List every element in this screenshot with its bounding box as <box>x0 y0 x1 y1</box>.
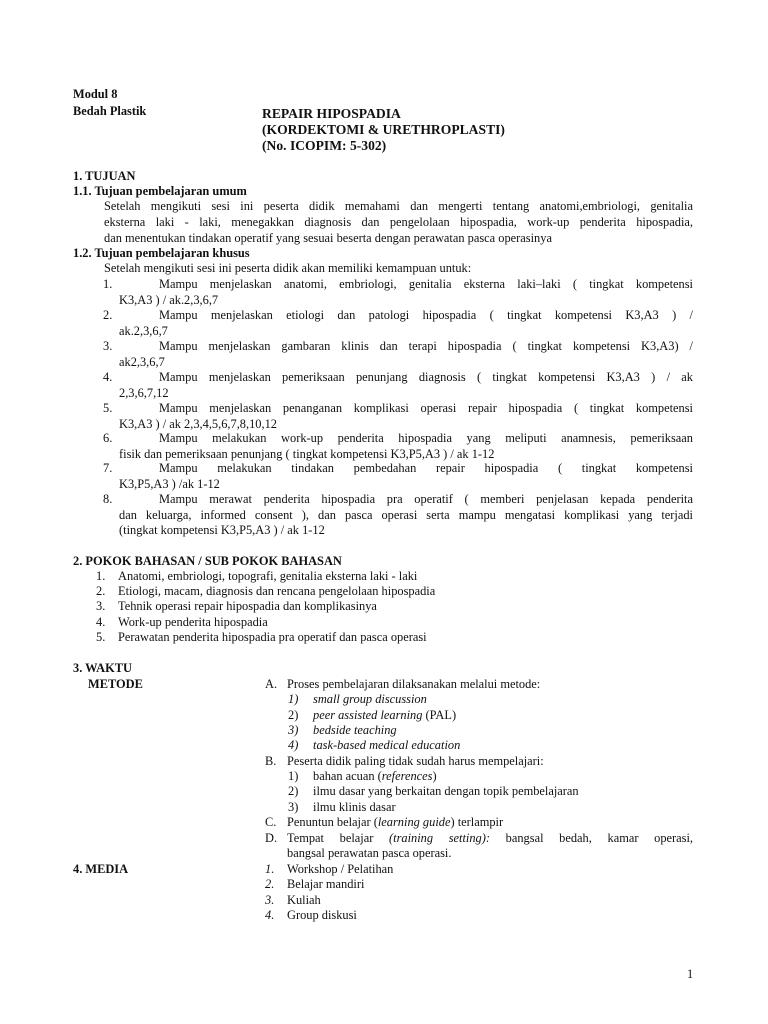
objective-number: 3. <box>103 339 113 353</box>
method-sub-item <box>288 723 397 739</box>
document-subtitle: (KORDEKTOMI & URETHROPLASTI) <box>262 122 505 137</box>
objective-text-cont: K3,A3 ) / ak 2,3,4,5,6,7,8,10,12 <box>119 416 277 431</box>
method-a <box>265 677 540 693</box>
topic-item <box>96 584 435 600</box>
media-item <box>265 893 321 909</box>
objective-item <box>73 461 693 492</box>
method-c <box>265 815 503 831</box>
method-sub-item <box>288 769 437 785</box>
media-item <box>265 877 364 893</box>
media-number: 4. <box>265 908 275 922</box>
method-d <box>265 831 693 846</box>
tujuan-umum-line: Setelah mengikuti sesi ini peserta didik memahami dan mengerti tentang anatomi,embriologi, genitalia <box>104 199 693 213</box>
sub-text: small group discussion <box>313 692 427 706</box>
method-text: Penuntun belajar ( <box>287 815 378 829</box>
topic-number: 3. <box>96 599 106 613</box>
objective-item <box>73 339 693 370</box>
method-text-end: ) terlampir <box>450 815 504 829</box>
sub-text: ilmu dasar yang berkaitan dengan topik pembelajaran <box>313 784 579 798</box>
sub-text-italic: references <box>381 769 433 783</box>
section-pokok-heading: 2. POKOK BAHASAN / SUB POKOK BAHASAN <box>73 554 342 568</box>
objective-item <box>73 431 693 462</box>
media-text: Workshop / Pelatihan <box>287 862 394 876</box>
method-letter: D. <box>265 831 278 845</box>
topic-item <box>96 599 377 615</box>
sub-number: 2) <box>288 708 299 722</box>
objective-text-cont: ak2,3,6,7 <box>119 354 165 369</box>
objective-number: 4. <box>103 370 113 384</box>
metode-label: METODE <box>88 677 143 691</box>
objective-text: Mampu merawat penderita hipospadia pra operatif ( memberi penjelasan kepada penderita <box>159 492 693 506</box>
section-waktu-heading: 3. WAKTU <box>73 661 132 675</box>
document-title: REPAIR HIPOSPADIA <box>262 106 401 121</box>
method-b <box>265 754 544 770</box>
method-sub-item <box>288 738 460 754</box>
method-sub-item <box>288 784 579 800</box>
method-letter: A. <box>265 677 278 691</box>
objective-number: 5. <box>103 401 113 415</box>
objective-item <box>73 401 693 432</box>
media-text: Belajar mandiri <box>287 877 365 891</box>
objective-text-cont: K3,A3 ) / ak.2,3,6,7 <box>119 292 219 307</box>
media-number: 2. <box>265 877 275 891</box>
tujuan-khusus-heading: 1.2. Tujuan pembelajaran khusus <box>73 246 250 260</box>
tujuan-umum-line: dan menentukan tindakan operatif yang sesuai beserta dengan perawatan pasca operasinya <box>104 231 552 245</box>
objective-item <box>73 308 693 339</box>
topic-number: 1. <box>96 569 106 583</box>
objective-text-cont: (tingkat kompetensi K3,P5,A3 ) / ak 1-12 <box>119 523 325 537</box>
objective-text: Mampu melakukan tindakan pembedahan repair hipospadia ( tingkat kompetensi <box>159 461 693 475</box>
icopim-code: (No. ICOPIM: 5-302) <box>262 138 387 153</box>
department: Bedah Plastik <box>73 104 147 118</box>
method-letter: B. <box>265 754 277 768</box>
section-media-heading: 4. MEDIA <box>73 862 129 876</box>
topic-text: Work-up penderita hipospadia <box>118 615 268 629</box>
media-text: Kuliah <box>287 893 321 907</box>
objective-text: Mampu menjelaskan gambaran klinis dan terapi hipospadia ( tingkat kompetensi K3,A3) / <box>159 339 693 353</box>
objective-text: Mampu menjelaskan penanganan komplikasi operasi repair hipospadia ( tingkat kompetensi <box>159 401 693 415</box>
sub-text: task-based medical education <box>313 738 461 752</box>
objective-number: 1. <box>103 277 113 291</box>
topic-item <box>96 630 427 646</box>
method-text-line <box>287 831 693 846</box>
media-item <box>265 862 393 878</box>
tujuan-umum-line: eksterna laki - laki, menegakkan diagnosis dan pengelolaan hipospadia, work-up penderita hipospadia, <box>104 215 693 229</box>
sub-number: 4) <box>288 738 299 752</box>
method-sub-item <box>288 692 427 708</box>
objective-text-cont: ak.2,3,6,7 <box>119 323 168 338</box>
objective-text: Mampu menjelaskan etiologi dan patologi hipospadia ( tingkat kompetensi K3,A3 ) / <box>159 308 693 322</box>
objective-item <box>73 370 693 401</box>
sub-number: 1) <box>288 692 299 706</box>
method-text-italic: (training setting): <box>389 831 491 845</box>
sub-text-end: ) <box>432 769 437 783</box>
tujuan-khusus-intro: Setelah mengikuti sesi ini peserta didik akan memiliki kemampuan untuk: <box>104 261 472 275</box>
objective-text: Mampu menjelaskan pemeriksaan penunjang diagnosis ( tingkat kompetensi K3,A3 ) / ak <box>159 370 693 384</box>
objective-number: 7. <box>103 461 113 475</box>
sub-number: 2) <box>288 784 299 798</box>
sub-number: 1) <box>288 769 299 783</box>
objective-number: 6. <box>103 431 113 445</box>
objective-text: Mampu melakukan work-up penderita hipospadia yang meliputi anamnesis, pemeriksaan <box>159 431 693 445</box>
objective-text-cont: K3,P5,A3 ) /ak 1-12 <box>119 476 220 491</box>
sub-text: peer assisted learning <box>313 708 423 722</box>
method-text: Peserta didik paling tidak sudah harus mempelajari: <box>287 754 544 768</box>
objective-item <box>73 277 693 308</box>
method-d-cont: bangsal perawatan pasca operasi. <box>287 846 452 860</box>
method-text-end: bangsal bedah, kamar operasi, <box>490 831 693 845</box>
sub-number: 3) <box>288 800 299 814</box>
topic-number: 2. <box>96 584 106 598</box>
sub-text: bedside teaching <box>313 723 397 737</box>
topic-number: 4. <box>96 615 106 629</box>
sub-number: 3) <box>288 723 299 737</box>
method-text: Tempat belajar <box>287 831 389 845</box>
topic-item <box>96 615 268 631</box>
objective-text-cont: fisik dan pemeriksaan penunjang ( tingkat kompetensi K3,P5,A3 ) / ak 1-12 <box>119 446 495 461</box>
tujuan-umum-heading: 1.1. Tujuan pembelajaran umum <box>73 184 247 198</box>
media-number: 1. <box>265 862 275 876</box>
topic-text: Tehnik operasi repair hipospadia dan komplikasinya <box>118 599 377 613</box>
objective-text: Mampu menjelaskan anatomi, embriologi, genitalia eksterna laki–laki ( tingkat kompetensi <box>159 277 693 291</box>
page-number: 1 <box>687 967 694 981</box>
method-text-italic: learning guide <box>377 815 451 829</box>
media-item <box>265 908 357 924</box>
method-text: Proses pembelajaran dilaksanakan melalui metode: <box>287 677 541 691</box>
media-text: Group diskusi <box>287 908 357 922</box>
objective-text-cont: 2,3,6,7,12 <box>119 385 169 400</box>
sub-suffix: (PAL) <box>422 708 457 722</box>
method-sub-item <box>288 800 396 816</box>
topic-item <box>96 569 417 585</box>
section-tujuan-heading: 1. TUJUAN <box>73 169 136 183</box>
sub-text: ilmu klinis dasar <box>313 800 396 814</box>
module-number: Modul 8 <box>73 87 118 101</box>
topic-text: Anatomi, embriologi, topografi, genitalia eksterna laki - laki <box>118 569 418 583</box>
objective-item <box>73 492 693 539</box>
method-sub-item <box>288 708 456 724</box>
media-number: 3. <box>265 893 275 907</box>
topic-number: 5. <box>96 630 106 644</box>
method-letter: C. <box>265 815 277 829</box>
objective-number: 8. <box>103 492 113 506</box>
objective-text-cont: dan keluarga, informed consent ), dan pasca operasi serta mampu mengatasi komplikasi yang terjadi <box>119 507 693 522</box>
topic-text: Etiologi, macam, diagnosis dan rencana pengelolaan hipospadia <box>118 584 436 598</box>
sub-text: bahan acuan ( <box>313 769 382 783</box>
topic-text: Perawatan penderita hipospadia pra operatif dan pasca operasi <box>118 630 427 644</box>
objective-number: 2. <box>103 308 113 322</box>
